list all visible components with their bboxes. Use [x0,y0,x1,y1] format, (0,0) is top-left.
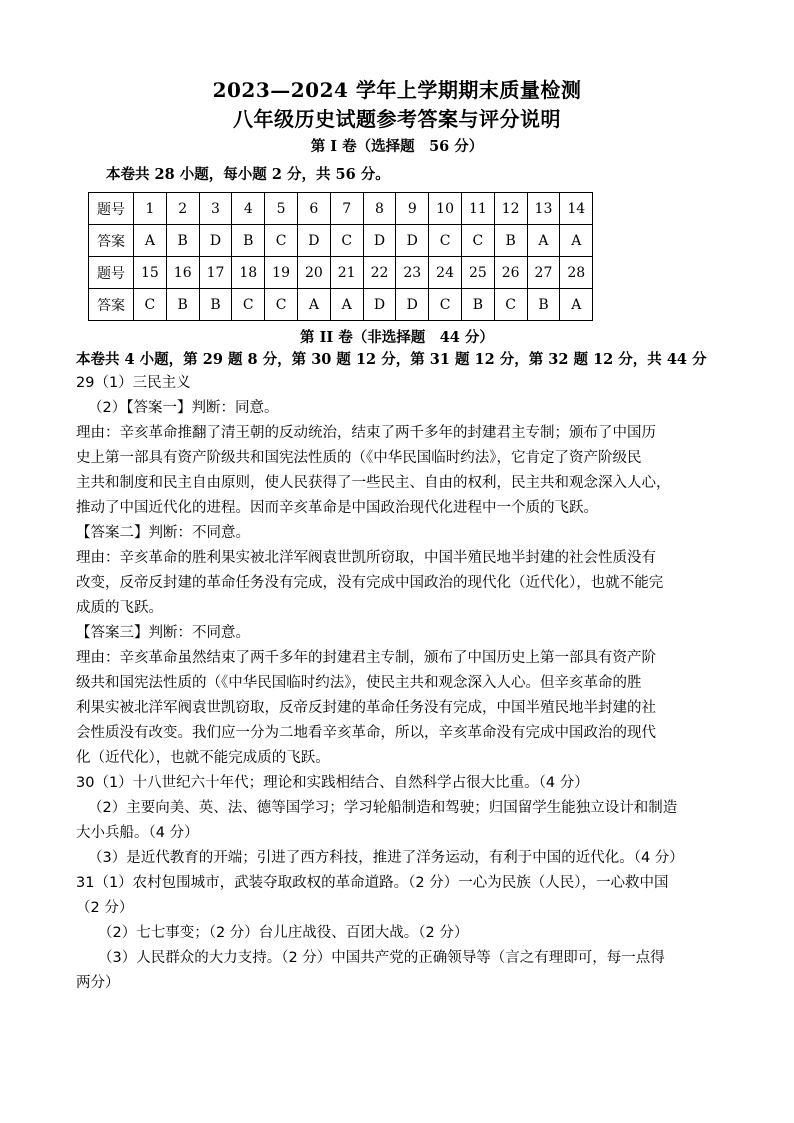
answer-line: （2）七七事变；（2 分）台儿庄战役、百团大战。（2 分） [98,925,469,941]
question-number: 4 [232,193,265,225]
answer-line: 级共和国宪法性质的（《中华民国临时约法》，使民主共和观念深入人心。但辛亥革命的胜 [76,675,642,691]
answer-letter: D [297,225,330,257]
question-number: 19 [265,257,298,289]
row-label-answer: 答案 [89,289,134,321]
answer-line: （2）主要向美、英、法、德等国学习；学习轮船制造和驾驶；归国留学生能独立设计和制造 [88,800,678,816]
question-number: 7 [330,193,363,225]
table-row-answers-1 [89,225,593,257]
answer-body [76,371,718,996]
answer-line: 两分） [76,975,120,991]
question-number: 8 [363,193,396,225]
question-number: 1 [134,193,167,225]
question-number: 20 [297,257,330,289]
question-number: 2 [166,193,199,225]
answer-letter: B [166,289,199,321]
answer-line: 成质的飞跃。 [76,600,163,616]
question-number: 16 [166,257,199,289]
answer-letter: C [429,225,462,257]
question-number: 17 [199,257,232,289]
part1-heading: 第 I 卷（选择题 56 分） [310,138,484,155]
question-number: 27 [527,257,560,289]
answer-table [88,192,593,321]
answer-letter: A [560,289,593,321]
answer-letter: A [330,289,363,321]
answer-line: 理由：辛亥革命虽然结束了两千多年的封建君主专制，颁布了中国历史上第一部具有资产阶 [76,650,656,666]
answer-letter: B [494,225,527,257]
answer-letter: A [297,289,330,321]
answer-line: 理由：辛亥革命推翻了清王朝的反动统治，结束了两千多年的封建君主专制；颁布了中国历 [76,425,656,441]
table-row-numbers-2 [89,257,593,289]
part2-note: 本卷共 4 小题，第 29 题 8 分，第 30 题 12 分，第 31 题 12 分，第 32 题 12 分，共 44 分 [76,351,707,368]
answer-letter: B [166,225,199,257]
answer-line: 30（1）十八世纪六十年代；理论和实践相结合、自然科学占很大比重。（4 分） [76,775,589,791]
answer-letter: B [232,225,265,257]
answer-line: （2）【答案一】判断：同意。 [88,400,279,416]
answer-letter: C [265,289,298,321]
answer-line: 【答案二】判断：不同意。 [76,525,250,541]
answer-line: 【答案三】判断：不同意。 [76,625,250,641]
part1-note: 本卷共 28 小题，每小题 2 分，共 56 分。 [106,166,390,183]
row-label-number: 题号 [89,257,134,289]
answer-letter: D [363,289,396,321]
question-number: 12 [494,193,527,225]
part2-heading: 第 II 卷（非选择题 44 分） [300,329,494,346]
answer-line: （3）人民群众的大力支持。（2 分）中国共产党的正确领导等（言之有理即可，每一点得 [98,950,665,966]
answer-letter: B [199,289,232,321]
answer-letter: A [134,225,167,257]
answer-line: 29（1）三民主义 [76,375,191,391]
row-label-answer: 答案 [89,225,134,257]
title-line-1: 2023—2024 学年上学期期末质量检测 [212,78,582,102]
question-number: 18 [232,257,265,289]
question-number: 24 [429,257,462,289]
table-row-answers-2 [89,289,593,321]
table-row-numbers-1 [89,193,593,225]
answer-letter: C [232,289,265,321]
answer-letter: D [363,225,396,257]
question-number: 25 [461,257,494,289]
answer-line: 理由：辛亥革命的胜利果实被北洋军阀袁世凯所窃取，中国半殖民地半封建的社会性质没有 [76,550,656,566]
answer-letter: A [527,225,560,257]
answer-letter: D [396,289,429,321]
question-number: 13 [527,193,560,225]
answer-line: 会性质没有改变。我们应一分为二地看辛亥革命，所以，辛亥革命没有完成中国政治的现代 [76,725,656,741]
answer-letter: B [527,289,560,321]
question-number: 9 [396,193,429,225]
answer-letter: C [429,289,462,321]
answer-line: 推动了中国近代化的进程。因而辛亥革命是中国政治现代化进程中一个质的飞跃。 [76,500,598,516]
answer-line: 改变，反帝反封建的革命任务没有完成，没有完成中国政治的现代化（近代化），也就不能完 [76,575,664,591]
question-number: 3 [199,193,232,225]
answer-letter: B [461,289,494,321]
question-number: 6 [297,193,330,225]
question-number: 22 [363,257,396,289]
question-number: 23 [396,257,429,289]
answer-line: 史上第一部具有资产阶级共和国宪法性质的（《中华民国临时约法》，它肯定了资产阶级民 [76,450,642,466]
answer-letter: C [134,289,167,321]
question-number: 21 [330,257,363,289]
answer-letter: C [494,289,527,321]
answer-letter: C [330,225,363,257]
answer-line: 大小兵船。（4 分） [76,825,199,841]
question-number: 14 [560,193,593,225]
answer-line: 主共和制度和民主自由原则，使人民获得了一些民主、自由的权利，民主共和观念深入人心， [76,475,671,491]
answer-line: （3）是近代教育的开端；引进了西方科技，推进了洋务运动，有利于中国的近代化。（4 分） [88,850,684,866]
answer-letter: C [461,225,494,257]
question-number: 11 [461,193,494,225]
answer-letter: A [560,225,593,257]
answer-letter: D [396,225,429,257]
answer-line: （2 分） [76,900,134,916]
answer-line: 31（1）农村包围城市，武装夺取政权的革命道路。（2 分）一心为民族（人民），一心救中国 [76,875,669,891]
answer-line: 利果实被北洋军阀袁世凯窃取，反帝反封建的革命任务没有完成，中国半殖民地半封建的社 [76,700,656,716]
question-number: 5 [265,193,298,225]
question-number: 28 [560,257,593,289]
title-line-2: 八年级历史试题参考答案与评分说明 [233,107,561,131]
answer-line: 化（近代化），也就不能完成质的飞跃。 [76,750,330,766]
question-number: 15 [134,257,167,289]
answer-letter: D [199,225,232,257]
question-number: 10 [429,193,462,225]
row-label-number: 题号 [89,193,134,225]
answer-letter: C [265,225,298,257]
question-number: 26 [494,257,527,289]
